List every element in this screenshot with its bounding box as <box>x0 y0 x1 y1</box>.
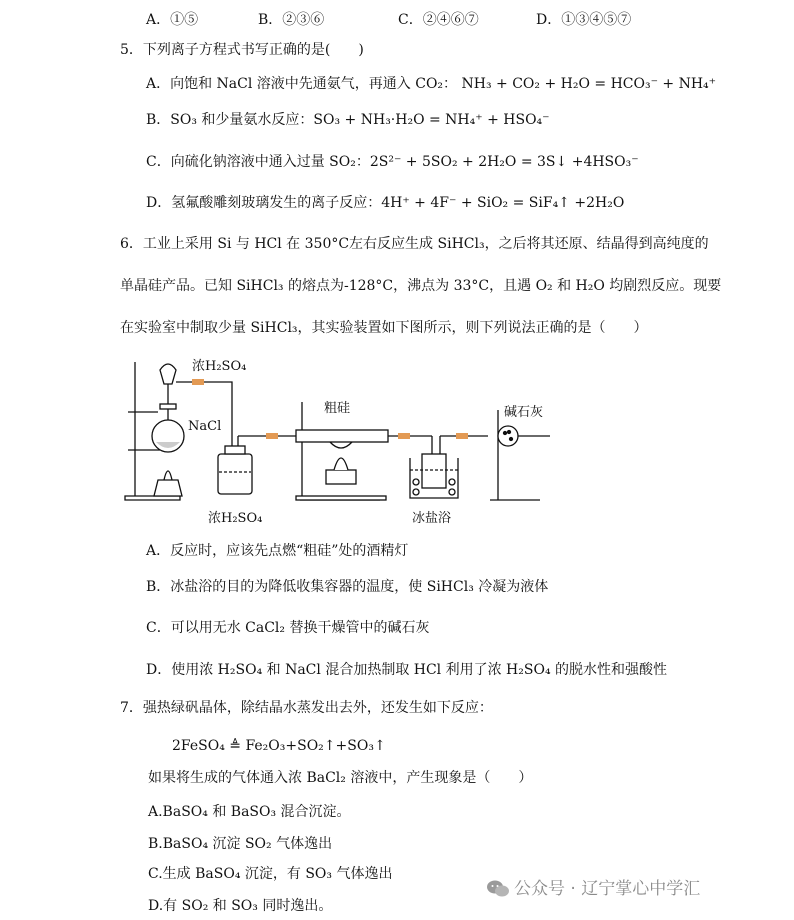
q7-stem: 7．强热绿矾晶体，除结晶水蒸发出去外，还发生如下反应： <box>120 700 493 716</box>
apparatus-diagram <box>120 350 570 530</box>
q6-option-b: B．冰盐浴的目的为降低收集容器的温度，使 SiHCl₃ 冷凝为液体 <box>146 579 549 595</box>
q7-option-d: D.有 SO₂ 和 SO₃ 同时逸出。 <box>148 898 333 914</box>
q6-option-a: A．反应时，应该先点燃“粗硅”处的酒精灯 <box>146 543 409 559</box>
label-ice-salt-bath: 冰盐浴 <box>412 511 452 526</box>
q4-option-a: A．①⑤ <box>146 12 199 28</box>
q5-option-c: C．向硫化钠溶液中通入过量 SO₂：2S²⁻ + 5SO₂ + 2H₂O = 3S↓ +4HSO₃⁻ <box>146 154 639 170</box>
q4-options <box>0 10 794 30</box>
label-nacl: NaCl <box>188 419 222 434</box>
wechat-icon <box>486 879 510 899</box>
q7-equation: 2FeSO₄ ≜ Fe₂O₃+SO₂↑+SO₃↑ <box>172 738 386 754</box>
q6-stem-line2: 单晶硅产品。已知 SiHCl₃ 的熔点为-128°C，沸点为 33°C，且遇 O₂ 和 H₂O 均剧烈反应。现要 <box>120 278 722 294</box>
q6-option-c: C．可以用无水 CaCl₂ 替换干燥管中的碱石灰 <box>146 620 430 636</box>
q5-stem: 5．下列离子方程式书写正确的是( ) <box>120 42 364 58</box>
q5-option-a: A．向饱和 NaCl 溶液中先通氨气，再通入 CO₂： NH₃ + CO₂ + H₂O = HCO₃⁻ + NH₄⁺ <box>146 76 717 92</box>
label-crude-si: 粗硅 <box>324 401 351 416</box>
watermark <box>486 874 700 899</box>
q4-option-b: B．②③⑥ <box>258 12 325 28</box>
q7-option-b: B.BaSO₄ 沉淀 SO₂ 气体逸出 <box>148 836 333 852</box>
label-soda-lime: 碱石灰 <box>504 405 544 420</box>
q7-question: 如果将生成的气体通入浓 BaCl₂ 溶液中，产生现象是（ ） <box>148 770 533 786</box>
q5-option-b: B．SO₃ 和少量氨水反应：SO₃ + NH₃·H₂O = NH₄⁺ + HSO₄⁻ <box>146 112 550 128</box>
q6-option-d: D．使用浓 H₂SO₄ 和 NaCl 混合加热制取 HCl 利用了浓 H₂SO₄ 的脱水性和强酸性 <box>146 662 668 678</box>
q6-stem-line1: 6．工业上采用 Si 与 HCl 在 350°C左右反应生成 SiHCl₃，之后将其还原、结晶得到高纯度的 <box>120 236 709 252</box>
q4-option-d: D．①③④⑤⑦ <box>536 12 632 28</box>
q7-option-c: C.生成 BaSO₄ 沉淀，有 SO₃ 气体逸出 <box>148 866 393 882</box>
label-conc-h2so4-bottom: 浓H₂SO₄ <box>208 511 263 526</box>
q6-stem-line3: 在实验室中制取少量 SiHCl₃，其实验装置如下图所示，则下列说法正确的是（ ） <box>120 320 648 336</box>
watermark-text: 公众号 · 辽宁掌心中学汇 <box>514 879 701 899</box>
q7-option-a: A.BaSO₄ 和 BaSO₃ 混合沉淀。 <box>148 804 351 820</box>
q4-option-c: C．②④⑥⑦ <box>398 12 479 28</box>
label-conc-h2so4-top: 浓H₂SO₄ <box>192 359 247 374</box>
q5-option-d: D．氢氟酸雕刻玻璃发生的离子反应：4H⁺ + 4F⁻ + SiO₂ = SiF₄↑ +2H₂O <box>146 195 625 211</box>
